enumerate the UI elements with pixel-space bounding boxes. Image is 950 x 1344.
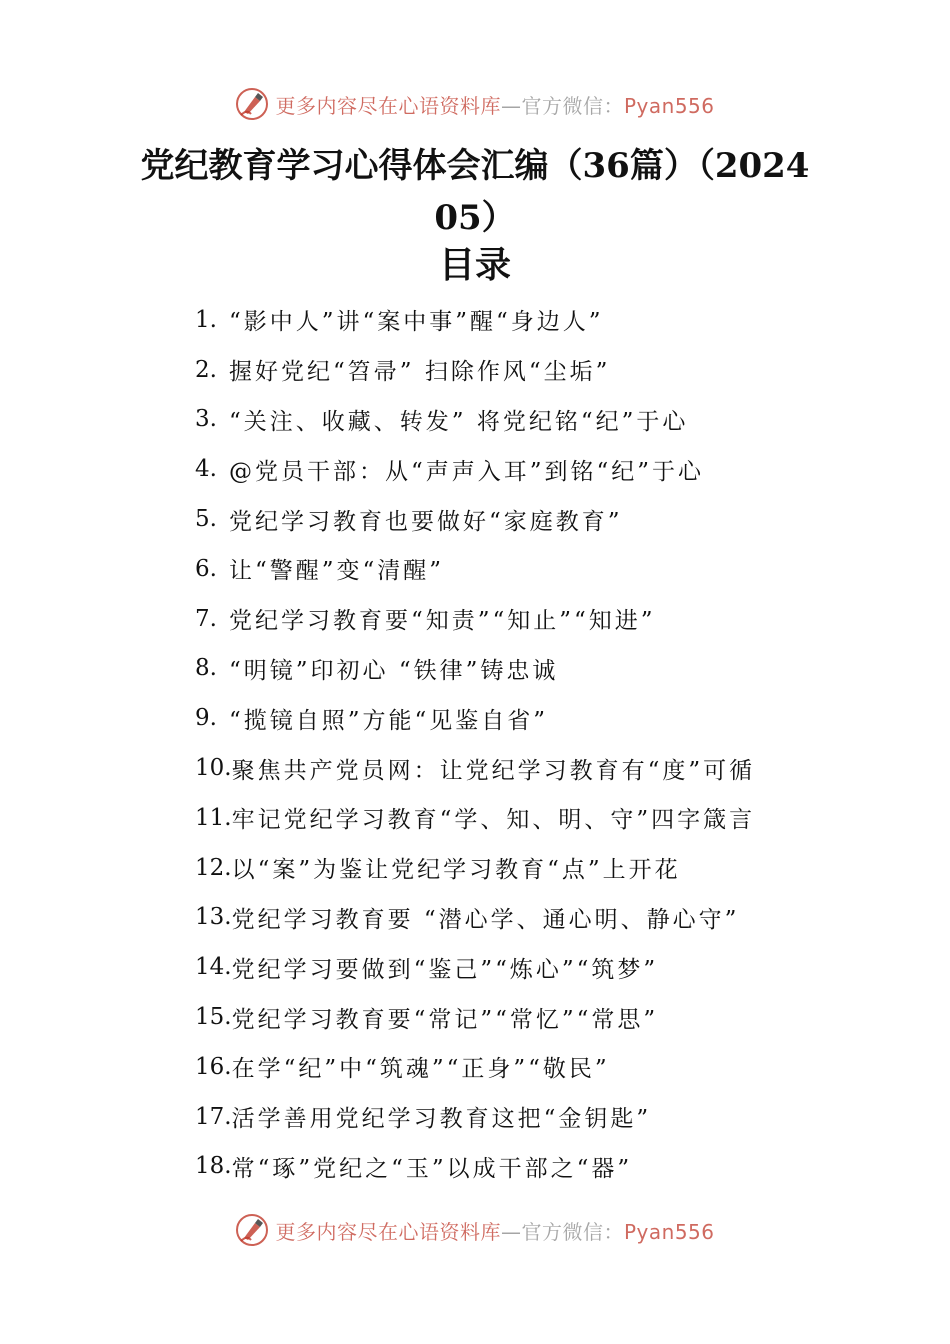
toc-item[interactable] [195, 345, 835, 395]
toc-item[interactable] [195, 1042, 835, 1092]
watermark-wechat-id: Pyan556 [623, 1219, 715, 1244]
document-title: 党纪教育学习心得体会汇编（36篇）（202405） [140, 146, 810, 238]
toc-item-title: 党纪学习要做到“鉴己”“炼心”“筑梦” [231, 956, 659, 983]
toc-item-title: @党员干部：从“声声入耳”到铭“纪”于心 [229, 458, 705, 485]
watermark-suffix: 官方微信： [521, 1219, 624, 1244]
toc-item-title: 党纪学习教育要“知责”“知止”“知进” [229, 608, 656, 635]
toc-item-title: “影中人”讲“案中事”醒“身边人” [229, 309, 604, 336]
toc-item-number: 9. [195, 705, 217, 732]
toc-item-number: 12. [195, 854, 232, 881]
toc-item-number: 8. [195, 655, 217, 682]
toc-item[interactable] [195, 992, 835, 1042]
watermark-brand: 更多内容尽在心语资料库 [275, 93, 501, 118]
watermark-text [275, 90, 714, 119]
toc-item[interactable] [195, 1142, 835, 1192]
toc-item-title: 牢记党纪学习教育“学、知、明、守”四字箴言 [231, 807, 756, 834]
toc-item-number: 15. [195, 1004, 232, 1031]
toc-item-number: 14. [195, 954, 232, 981]
toc-item-title: “关注、收藏、转发” 将党纪铭“纪”于心 [229, 408, 689, 435]
toc-heading: 目录 [438, 244, 511, 286]
toc-item[interactable] [195, 1092, 835, 1142]
toc-item-number: 3. [195, 406, 217, 433]
toc-item[interactable] [195, 693, 835, 743]
toc-item[interactable] [195, 395, 835, 445]
toc-item[interactable] [195, 942, 835, 992]
toc-item-title: “揽镜自照”方能“见鉴自省” [229, 707, 549, 734]
toc-item-number: 2. [195, 356, 217, 383]
toc-item-title: 党纪学习教育要 “潜心学、通心明、静心守” [231, 906, 740, 933]
watermark-text [275, 1216, 714, 1245]
pen-nib-logo-icon [235, 87, 269, 121]
toc-item[interactable] [195, 843, 835, 893]
toc-item[interactable] [195, 295, 835, 345]
watermark-dash: — [500, 1219, 522, 1244]
toc-item-number: 1. [195, 306, 217, 333]
toc-item[interactable] [195, 893, 835, 943]
watermark-wechat-id: Pyan556 [623, 93, 715, 118]
toc-item-title: 聚焦共产党员网：让党纪学习教育有“度”可循 [231, 757, 756, 784]
toc-item-title: 活学善用党纪学习教育这把“金钥匙” [231, 1106, 652, 1133]
toc-item[interactable] [195, 494, 835, 544]
toc-item[interactable] [195, 444, 835, 494]
toc-item-number: 10. [195, 755, 232, 782]
toc-item[interactable] [195, 544, 835, 594]
toc-item-title: 党纪学习教育也要做好“家庭教育” [229, 508, 623, 535]
toc-item-title: “明镜”印初心 “铁律”铸忠诚 [229, 657, 559, 684]
toc-item[interactable] [195, 793, 835, 843]
toc-item-number: 13. [195, 904, 232, 931]
toc-item-number: 18. [195, 1153, 232, 1180]
toc-item-title: 以“案”为鉴让党纪学习教育“点”上开花 [231, 857, 681, 884]
watermark-brand: 更多内容尽在心语资料库 [275, 1219, 501, 1244]
toc-item-title: 在学“纪”中“筑魂”“正身”“敬民” [231, 1056, 610, 1083]
toc-item-number: 6. [195, 555, 217, 582]
toc-item-title: 常“琢”党纪之“玉”以成干部之“器” [231, 1155, 633, 1182]
toc-item-title: 握好党纪“笤帚” 扫除作风“尘垢” [229, 359, 611, 386]
toc-item-number: 17. [195, 1103, 232, 1130]
toc-item-title: 党纪学习教育要“常记”“常忆”“常思” [231, 1006, 659, 1033]
toc-item-number: 4. [195, 456, 217, 483]
toc-item[interactable] [195, 594, 835, 644]
header-watermark [0, 84, 950, 124]
pen-nib-logo-icon [235, 1213, 269, 1247]
footer-watermark [0, 1210, 950, 1250]
toc-item-number: 5. [195, 506, 217, 533]
toc-item-number: 11. [195, 804, 232, 831]
toc-item-number: 7. [195, 605, 217, 632]
table-of-contents [195, 295, 835, 1191]
toc-item-title: 让“警醒”变“清醒” [229, 558, 445, 585]
toc-item[interactable] [195, 644, 835, 694]
watermark-dash: — [500, 93, 522, 118]
toc-item[interactable] [195, 743, 835, 793]
watermark-suffix: 官方微信： [521, 93, 624, 118]
toc-item-number: 16. [195, 1053, 232, 1080]
